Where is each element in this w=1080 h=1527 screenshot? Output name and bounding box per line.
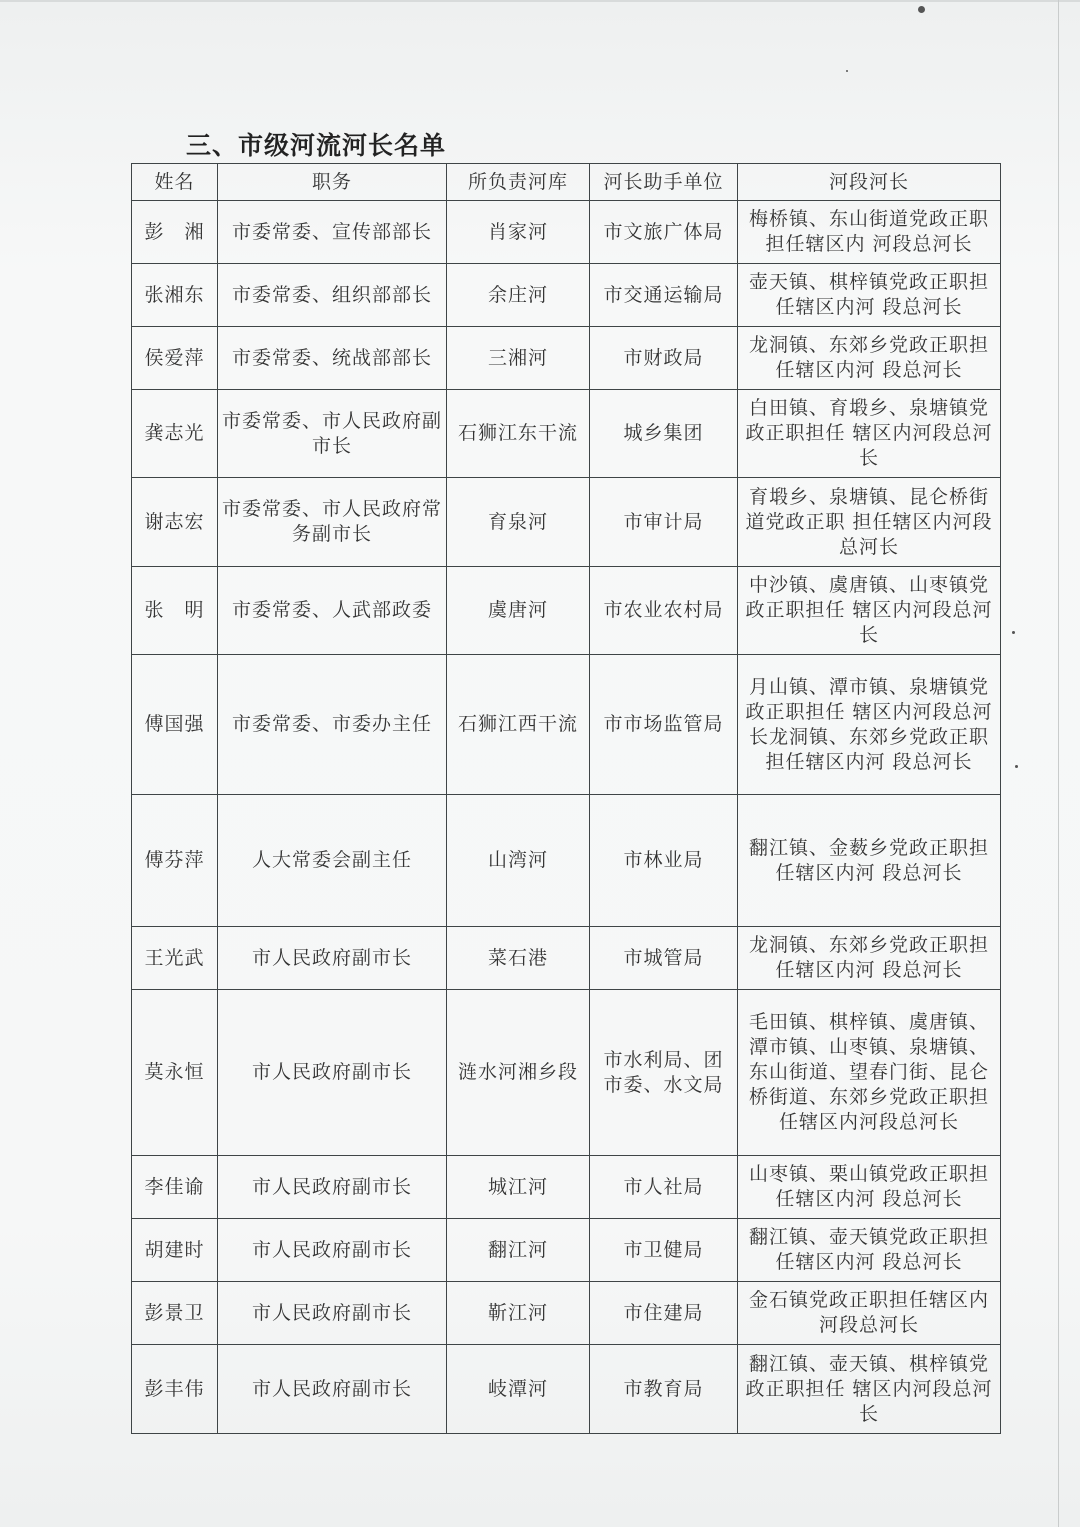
cell-name: 龚志光 [132, 390, 218, 478]
cell-unit: 市卫健局 [590, 1219, 738, 1282]
cell-segment: 金石镇党政正职担任辖区内河段总河长 [738, 1282, 1001, 1345]
cell-river: 三湘河 [447, 327, 590, 390]
cell-segment: 毛田镇、棋梓镇、虞唐镇、潭市镇、山枣镇、泉塘镇、东山街道、望春门街、昆仑桥街道、东郊乡党政正职担任辖区内河段总河长 [738, 990, 1001, 1156]
table-row [132, 1282, 1001, 1345]
cell-post: 市人民政府副市长 [218, 1156, 447, 1219]
cell-post: 市人民政府副市长 [218, 1219, 447, 1282]
cell-unit: 市审计局 [590, 478, 738, 567]
cell-post: 市委常委、市人民政府常务副市长 [218, 478, 447, 567]
cell-post: 市委常委、组织部部长 [218, 264, 447, 327]
cell-name: 张 明 [132, 567, 218, 655]
cell-post: 市委常委、市委办主任 [218, 655, 447, 795]
table-row [132, 795, 1001, 927]
table-row [132, 927, 1001, 990]
cell-unit: 城乡集团 [590, 390, 738, 478]
cell-unit: 市交通运输局 [590, 264, 738, 327]
cell-unit: 市人社局 [590, 1156, 738, 1219]
cell-unit: 市市场监管局 [590, 655, 738, 795]
page-top-edge [0, 0, 1080, 2]
cell-segment: 龙洞镇、东郊乡党政正职担任辖区内河 段总河长 [738, 927, 1001, 990]
scan-speck [1015, 765, 1018, 768]
cell-name: 彭景卫 [132, 1282, 218, 1345]
cell-name: 傅国强 [132, 655, 218, 795]
cell-river: 育泉河 [447, 478, 590, 567]
scan-speck [1012, 631, 1015, 634]
cell-post: 市人民政府副市长 [218, 1345, 447, 1434]
table-row [132, 327, 1001, 390]
cell-segment: 育塅乡、泉塘镇、昆仑桥街道党政正职 担任辖区内河段总河长 [738, 478, 1001, 567]
cell-post: 市委常委、宣传部部长 [218, 201, 447, 264]
cell-river: 翻江河 [447, 1219, 590, 1282]
cell-name: 王光武 [132, 927, 218, 990]
cell-unit: 市城管局 [590, 927, 738, 990]
cell-unit: 市教育局 [590, 1345, 738, 1434]
section-title: 三、市级河流河长名单 [186, 131, 447, 160]
page-right-edge [1058, 0, 1059, 1527]
cell-name: 谢志宏 [132, 478, 218, 567]
cell-river: 肖家河 [447, 201, 590, 264]
header-post: 职务 [218, 164, 447, 201]
table-row [132, 478, 1001, 567]
cell-segment: 中沙镇、虞唐镇、山枣镇党政正职担任 辖区内河段总河长 [738, 567, 1001, 655]
cell-river: 石狮江西干流 [447, 655, 590, 795]
cell-segment: 龙洞镇、东郊乡党政正职担任辖区内河 段总河长 [738, 327, 1001, 390]
cell-river: 岐潭河 [447, 1345, 590, 1434]
cell-unit: 市农业农村局 [590, 567, 738, 655]
scan-speck [918, 6, 925, 13]
scan-speck [846, 70, 848, 72]
table-row [132, 201, 1001, 264]
cell-river: 涟水河湘乡段 [447, 990, 590, 1156]
river-chief-table [131, 163, 1001, 1434]
cell-segment: 壶天镇、棋梓镇党政正职担任辖区内河 段总河长 [738, 264, 1001, 327]
table-row [132, 264, 1001, 327]
header-river: 所负责河库 [447, 164, 590, 201]
cell-unit: 市水利局、团市委、水文局 [590, 990, 738, 1156]
table-header-row [132, 164, 1001, 201]
table-row [132, 1156, 1001, 1219]
cell-segment: 月山镇、潭市镇、泉塘镇党政正职担任 辖区内河段总河长龙洞镇、东郊乡党政正职担任辖区内河 段总河长 [738, 655, 1001, 795]
header-name: 姓名 [132, 164, 218, 201]
cell-unit: 市文旅广体局 [590, 201, 738, 264]
cell-segment: 翻江镇、壶天镇党政正职担任辖区内河 段总河长 [738, 1219, 1001, 1282]
cell-segment: 翻江镇、壶天镇、棋梓镇党政正职担任 辖区内河段总河长 [738, 1345, 1001, 1434]
cell-post: 人大常委会副主任 [218, 795, 447, 927]
table-row [132, 1345, 1001, 1434]
cell-name: 彭丰伟 [132, 1345, 218, 1434]
cell-river: 余庄河 [447, 264, 590, 327]
cell-segment: 翻江镇、金薮乡党政正职担任辖区内河 段总河长 [738, 795, 1001, 927]
cell-segment: 山枣镇、栗山镇党政正职担任辖区内河 段总河长 [738, 1156, 1001, 1219]
cell-river: 虞唐河 [447, 567, 590, 655]
cell-name: 侯爱萍 [132, 327, 218, 390]
table-row [132, 390, 1001, 478]
cell-name: 胡建时 [132, 1219, 218, 1282]
cell-segment: 白田镇、育塅乡、泉塘镇党政正职担任 辖区内河段总河长 [738, 390, 1001, 478]
cell-river: 城江河 [447, 1156, 590, 1219]
cell-post: 市委常委、统战部部长 [218, 327, 447, 390]
cell-segment: 梅桥镇、东山街道党政正职担任辖区内 河段总河长 [738, 201, 1001, 264]
cell-name: 彭 湘 [132, 201, 218, 264]
table-row [132, 1219, 1001, 1282]
cell-river: 菜石港 [447, 927, 590, 990]
cell-river: 山湾河 [447, 795, 590, 927]
cell-unit: 市住建局 [590, 1282, 738, 1345]
cell-post: 市人民政府副市长 [218, 990, 447, 1156]
cell-river: 石狮江东干流 [447, 390, 590, 478]
cell-name: 张湘东 [132, 264, 218, 327]
table-row [132, 655, 1001, 795]
cell-river: 靳江河 [447, 1282, 590, 1345]
cell-name: 傅芬萍 [132, 795, 218, 927]
cell-name: 莫永恒 [132, 990, 218, 1156]
table-row [132, 567, 1001, 655]
header-assistant-unit: 河长助手单位 [590, 164, 738, 201]
cell-post: 市委常委、人武部政委 [218, 567, 447, 655]
table-row [132, 990, 1001, 1156]
header-segment-chief: 河段河长 [738, 164, 1001, 201]
cell-name: 李佳谕 [132, 1156, 218, 1219]
cell-post: 市人民政府副市长 [218, 927, 447, 990]
cell-post: 市委常委、市人民政府副市长 [218, 390, 447, 478]
cell-unit: 市林业局 [590, 795, 738, 927]
cell-unit: 市财政局 [590, 327, 738, 390]
cell-post: 市人民政府副市长 [218, 1282, 447, 1345]
